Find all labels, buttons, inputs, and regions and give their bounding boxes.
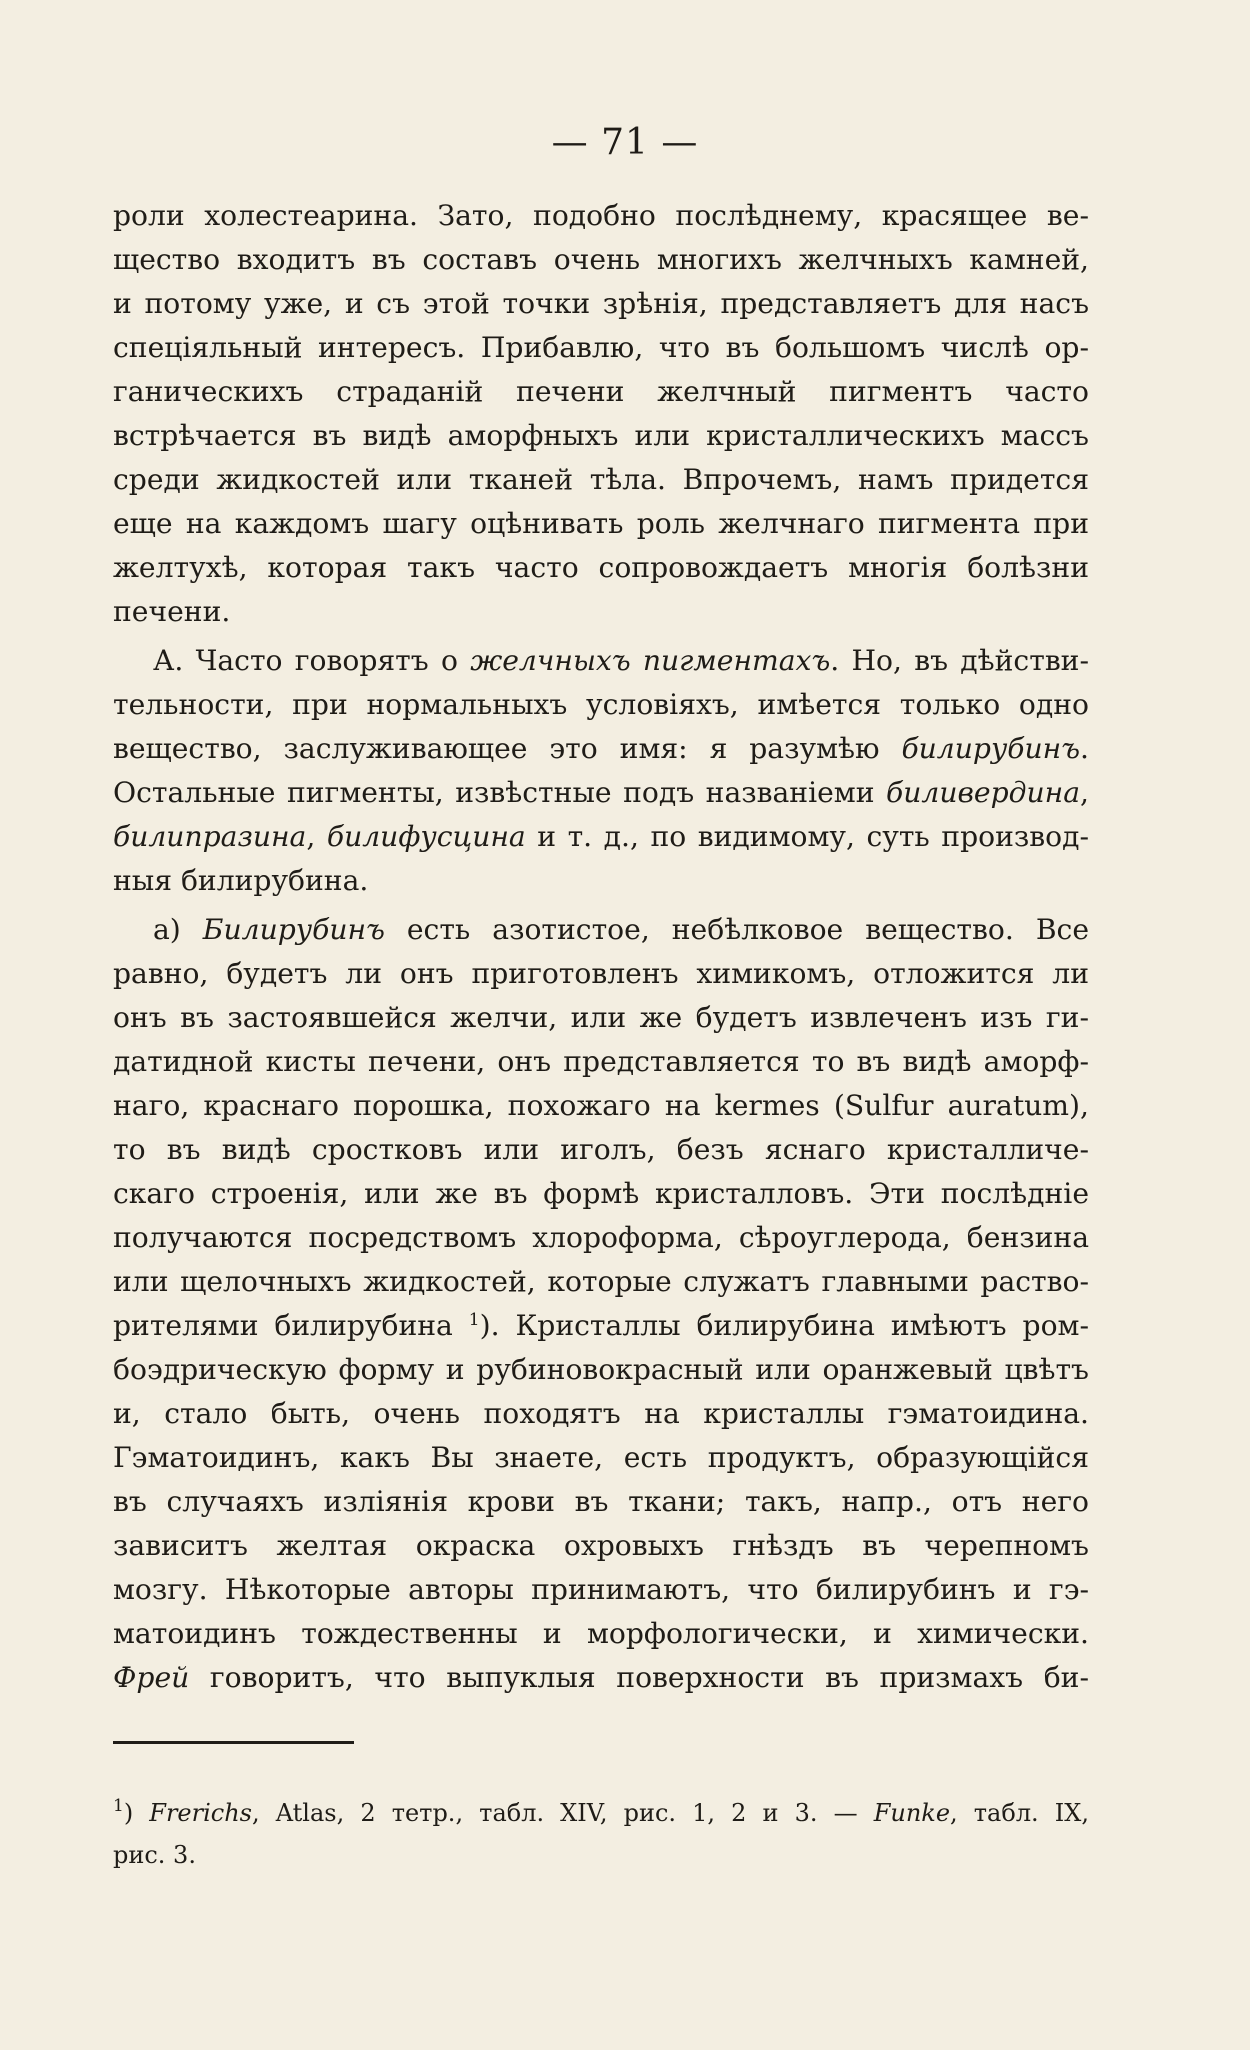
footnote-marker: 1: [113, 1796, 124, 1816]
text-run: и т. д., по видимому, суть производ-: [525, 820, 1089, 853]
body-text: [113, 194, 1089, 1700]
italic-term: Фрей: [113, 1661, 190, 1694]
italic-term: желчныхъ пигментахъ: [470, 644, 831, 677]
footnote: [113, 1792, 1089, 1876]
text-line: спеціяльный интересъ. Прибавлю, что въ большомъ числѣ ор-: [113, 331, 1089, 364]
footnote-line: [113, 1792, 1089, 1834]
text-line: [113, 639, 1089, 683]
footnote-line: рис. 3.: [113, 1841, 196, 1869]
footnote-reference[interactable]: 1: [468, 1310, 480, 1330]
text-line: или щелочныхъ жидкостей, которые служатъ главными раство-: [113, 1265, 1089, 1298]
italic-term: билифусцина: [326, 820, 526, 853]
text-line: зависитъ желтая окраска охровыхъ гнѣздъ въ черепномъ: [113, 1529, 1089, 1562]
text-line: получаются посредствомъ хлороформа, сѣроуглерода, бензина: [113, 1221, 1089, 1254]
text-line: встрѣчается въ видѣ аморфныхъ или кристаллическихъ массъ: [113, 419, 1089, 452]
text-line: равно, будетъ ли онъ приготовленъ химикомъ, отложится ли: [113, 957, 1089, 990]
text-line: то въ видѣ сростковъ или иголъ, безъ яснаго кристалличе-: [113, 1133, 1089, 1166]
italic-term: Билирубинъ: [202, 913, 385, 946]
text-line: [113, 1304, 1089, 1348]
author-name: Funke: [873, 1799, 951, 1827]
text-line: матоидинъ тождественны и морфологически, и химически.: [113, 1617, 1089, 1650]
text-line: въ случаяхъ изліянія крови въ ткани; такъ, напр., отъ него: [113, 1485, 1089, 1518]
text-line: [113, 815, 1089, 859]
text-line: роли холестеарина. Зато, подобно послѣднему, красящее ве-: [113, 199, 1089, 232]
text-line: боэдрическую форму и рубиновокрасный или оранжевый цвѣтъ: [113, 1353, 1089, 1386]
text-line: [113, 771, 1089, 815]
page-number: — 71 —: [551, 122, 699, 163]
italic-term: билипразина: [113, 820, 307, 853]
italic-term: билирубинъ: [901, 732, 1081, 765]
text-line: Гэматоидинъ, какъ Вы знаете, есть продуктъ, образующійся: [113, 1441, 1089, 1474]
text-run: ): [123, 1799, 150, 1827]
text-line: [113, 1656, 1089, 1700]
text-run: , табл. IX,: [950, 1799, 1089, 1827]
text-line: датидной кисты печени, онъ представляется то въ видѣ аморф-: [113, 1045, 1089, 1078]
text-line: онъ въ застоявшейся желчи, или же будетъ извлеченъ изъ ги-: [113, 1001, 1089, 1034]
text-run: . Но, въ дѣйстви-: [830, 644, 1089, 677]
paragraph-b: [113, 908, 1089, 1700]
text-line: ганическихъ страданій печени желчный пигментъ часто: [113, 375, 1089, 408]
italic-term: биливердина: [886, 776, 1081, 809]
text-run: рителями билирубина: [113, 1309, 469, 1342]
text-line: и, стало быть, очень походятъ на кристаллы гэматоидина.: [113, 1397, 1089, 1430]
text-run: , Atlas, 2 тетр., табл. XIV, рис. 1, 2 и 3. —: [252, 1799, 874, 1827]
text-line: и потому уже, и съ этой точки зрѣнія, представляетъ для насъ: [113, 287, 1089, 320]
text-run: есть азотистое, небѣлковое вещество. Все: [384, 913, 1089, 946]
text-line: [113, 908, 1089, 952]
text-line: тельности, при нормальныхъ условіяхъ, имѣется только одно: [113, 688, 1089, 721]
text-line: еще на каждомъ шагу оцѣнивать роль желчнаго пигмента при: [113, 507, 1089, 540]
text-run: вещество, заслуживающее это имя: я разумѣю: [113, 732, 902, 765]
text-run: говоритъ, что выпуклыя поверхности въ призмахъ би-: [189, 1661, 1089, 1694]
text-run: .: [1080, 732, 1089, 765]
text-run: ,: [306, 820, 327, 853]
text-run: а): [153, 913, 203, 946]
footnote-divider: [113, 1741, 354, 1744]
text-line: наго, краснаго порошка, похожаго на kermes (Sulfur auratum),: [113, 1089, 1089, 1122]
text-line: среди жидкостей или тканей тѣла. Впрочемъ, намъ придется: [113, 463, 1089, 496]
paragraph-a: [113, 639, 1089, 903]
text-line: скаго строенія, или же въ формѣ кристалловъ. Эти послѣдніе: [113, 1177, 1089, 1210]
text-line: желтухѣ, которая такъ часто сопровождаетъ многія болѣзни: [113, 551, 1089, 584]
text-line: щество входитъ въ составъ очень многихъ желчныхъ камней,: [113, 243, 1089, 276]
text-run: Остальные пигменты, извѣстные подъ названіеми: [113, 776, 887, 809]
text-line: ныя билирубина.: [113, 864, 369, 897]
text-line: мозгу. Нѣкоторые авторы принимаютъ, что билирубинъ и гэ-: [113, 1573, 1089, 1606]
text-line: печени.: [113, 595, 231, 628]
text-line: [113, 727, 1089, 771]
text-run: ). Кристаллы билирубина имѣютъ ром-: [479, 1309, 1089, 1342]
author-name: Frerichs: [149, 1799, 252, 1827]
text-run: ,: [1080, 776, 1089, 809]
text-run: А. Часто говорятъ о: [153, 644, 471, 677]
paragraph-continuation: [113, 194, 1089, 634]
